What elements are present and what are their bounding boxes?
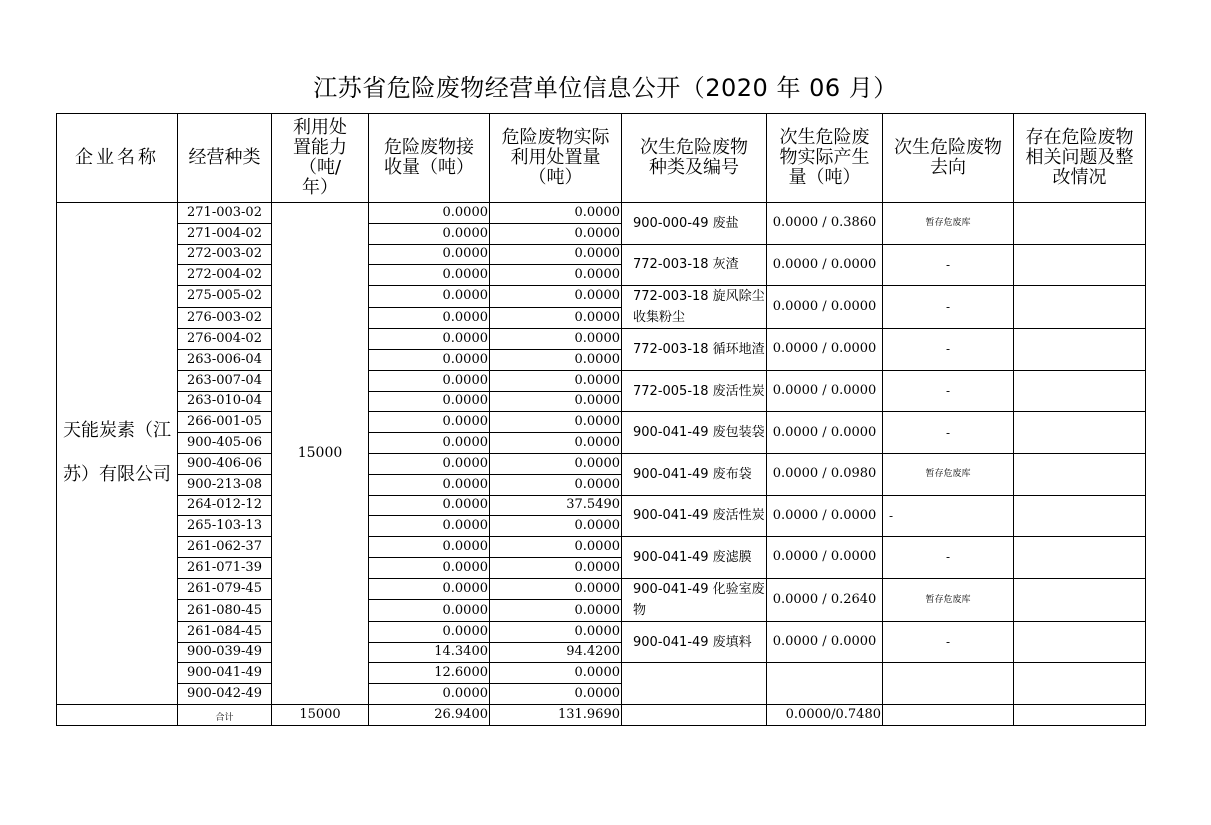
category-code: 265-103-13 bbox=[178, 516, 272, 537]
secondary-type: 900-041-49 废包装袋 bbox=[622, 412, 767, 454]
utilized-value: 0.0000 bbox=[490, 621, 622, 642]
issues-cell bbox=[1014, 412, 1146, 454]
header-secondary-type: 次生危险废物种类及编号 bbox=[622, 114, 767, 203]
secondary-type bbox=[622, 663, 767, 705]
received-value: 0.0000 bbox=[369, 474, 490, 495]
secondary-amount bbox=[767, 663, 883, 705]
utilized-value: 0.0000 bbox=[490, 600, 622, 622]
table-row bbox=[57, 370, 1146, 391]
total-secondary-amount: 0.0000/0.7480 bbox=[767, 704, 883, 725]
issues-cell bbox=[1014, 537, 1146, 579]
utilized-value: 0.0000 bbox=[490, 474, 622, 495]
secondary-amount: 0.0000 / 0.0000 bbox=[767, 244, 883, 286]
waste-info-table bbox=[56, 113, 1146, 726]
secondary-type: 772-003-18 循环地渣 bbox=[622, 329, 767, 371]
secondary-type: 900-041-49 废布袋 bbox=[622, 453, 767, 495]
secondary-amount: 0.0000 / 0.0000 bbox=[767, 495, 883, 537]
secondary-type: 900-041-49 废活性炭 bbox=[622, 495, 767, 537]
page-title: 江苏省危险废物经营单位信息公开（2020 年 06 月） bbox=[313, 74, 898, 102]
category-code: 900-213-08 bbox=[178, 474, 272, 495]
secondary-dest: - bbox=[883, 244, 1014, 286]
utilized-value: 94.4200 bbox=[490, 642, 622, 663]
issues-cell bbox=[1014, 578, 1146, 621]
utilized-value: 0.0000 bbox=[490, 537, 622, 558]
table-row bbox=[57, 495, 1146, 516]
header-category: 经营种类 bbox=[178, 114, 272, 203]
received-value: 0.0000 bbox=[369, 621, 490, 642]
issues-cell bbox=[1014, 203, 1146, 245]
table-row bbox=[57, 244, 1146, 265]
table-row bbox=[57, 663, 1146, 684]
category-code: 266-001-05 bbox=[178, 412, 272, 433]
category-code: 900-042-49 bbox=[178, 684, 272, 705]
total-secondary-type bbox=[622, 704, 767, 725]
total-label: 合计 bbox=[178, 704, 272, 725]
table-row bbox=[57, 453, 1146, 474]
table-row bbox=[57, 329, 1146, 350]
secondary-dest: 暂存危废库 bbox=[883, 578, 1014, 621]
secondary-type: 772-003-18 灰渣 bbox=[622, 244, 767, 286]
received-value: 0.0000 bbox=[369, 600, 490, 622]
category-code: 271-003-02 bbox=[178, 203, 272, 224]
received-value: 0.0000 bbox=[369, 453, 490, 474]
received-value: 0.0000 bbox=[369, 223, 490, 244]
table-row bbox=[57, 621, 1146, 642]
header-company: 企业名称 bbox=[57, 114, 178, 203]
secondary-type: 772-003-18 旋风除尘收集粉尘 bbox=[622, 286, 767, 329]
utilized-value: 0.0000 bbox=[490, 307, 622, 329]
category-code: 272-003-02 bbox=[178, 244, 272, 265]
issues-cell bbox=[1014, 370, 1146, 412]
received-value: 0.0000 bbox=[369, 516, 490, 537]
category-code: 272-004-02 bbox=[178, 265, 272, 286]
utilized-value: 0.0000 bbox=[490, 516, 622, 537]
company-name: 天能炭素（江苏）有限公司 bbox=[57, 203, 178, 705]
utilized-value: 37.5490 bbox=[490, 495, 622, 516]
capacity-value: 15000 bbox=[272, 203, 369, 705]
secondary-amount: 0.0000 / 0.3860 bbox=[767, 203, 883, 245]
received-value: 0.0000 bbox=[369, 203, 490, 224]
utilized-value: 0.0000 bbox=[490, 265, 622, 286]
secondary-amount: 0.0000 / 0.2640 bbox=[767, 578, 883, 621]
received-value: 0.0000 bbox=[369, 557, 490, 578]
total-utilized: 131.9690 bbox=[490, 704, 622, 725]
category-code: 263-007-04 bbox=[178, 370, 272, 391]
category-code: 263-006-04 bbox=[178, 349, 272, 370]
utilized-value: 0.0000 bbox=[490, 349, 622, 370]
utilized-value: 0.0000 bbox=[490, 203, 622, 224]
secondary-dest bbox=[883, 663, 1014, 705]
received-value: 0.0000 bbox=[369, 349, 490, 370]
secondary-dest: - bbox=[883, 621, 1014, 663]
secondary-type: 900-041-49 化验室废物 bbox=[622, 578, 767, 621]
received-value: 0.0000 bbox=[369, 495, 490, 516]
header-received: 危险废物接收量（吨） bbox=[369, 114, 490, 203]
received-value: 0.0000 bbox=[369, 307, 490, 329]
secondary-dest: - bbox=[883, 370, 1014, 412]
received-value: 0.0000 bbox=[369, 391, 490, 412]
issues-cell bbox=[1014, 286, 1146, 329]
issues-cell bbox=[1014, 495, 1146, 537]
table-row bbox=[57, 412, 1146, 433]
secondary-dest: - bbox=[883, 329, 1014, 371]
category-code: 275-005-02 bbox=[178, 286, 272, 308]
utilized-value: 0.0000 bbox=[490, 453, 622, 474]
secondary-amount: 0.0000 / 0.0980 bbox=[767, 453, 883, 495]
received-value: 0.0000 bbox=[369, 329, 490, 350]
secondary-amount: 0.0000 / 0.0000 bbox=[767, 537, 883, 579]
secondary-type: 900-041-49 废滤膜 bbox=[622, 537, 767, 579]
category-code: 900-041-49 bbox=[178, 663, 272, 684]
secondary-dest: 暂存危废库 bbox=[883, 203, 1014, 245]
utilized-value: 0.0000 bbox=[490, 412, 622, 433]
header-utilized: 危险废物实际利用处置量（吨） bbox=[490, 114, 622, 203]
category-code: 900-405-06 bbox=[178, 433, 272, 454]
received-value: 12.6000 bbox=[369, 663, 490, 684]
utilized-value: 0.0000 bbox=[490, 286, 622, 308]
category-code: 261-062-37 bbox=[178, 537, 272, 558]
issues-cell bbox=[1014, 621, 1146, 663]
utilized-value: 0.0000 bbox=[490, 329, 622, 350]
utilized-value: 0.0000 bbox=[490, 433, 622, 454]
utilized-value: 0.0000 bbox=[490, 663, 622, 684]
table-row bbox=[57, 203, 1146, 224]
received-value: 14.3400 bbox=[369, 642, 490, 663]
secondary-amount: 0.0000 / 0.0000 bbox=[767, 329, 883, 371]
secondary-dest: - bbox=[883, 495, 1014, 537]
header-secondary-dest: 次生危险废物去向 bbox=[883, 114, 1014, 203]
header-capacity: 利用处置能力（吨/年） bbox=[272, 114, 369, 203]
category-code: 261-080-45 bbox=[178, 600, 272, 622]
received-value: 0.0000 bbox=[369, 370, 490, 391]
issues-cell bbox=[1014, 453, 1146, 495]
secondary-type: 900-041-49 废填料 bbox=[622, 621, 767, 663]
issues-cell bbox=[1014, 329, 1146, 371]
issues-cell bbox=[1014, 663, 1146, 705]
category-code: 900-406-06 bbox=[178, 453, 272, 474]
total-secondary-dest bbox=[883, 704, 1014, 725]
utilized-value: 0.0000 bbox=[490, 578, 622, 600]
header-secondary-amount: 次生危险废物实际产生量（吨） bbox=[767, 114, 883, 203]
secondary-dest: - bbox=[883, 412, 1014, 454]
utilized-value: 0.0000 bbox=[490, 244, 622, 265]
total-row bbox=[57, 704, 1146, 725]
table-row bbox=[57, 537, 1146, 558]
secondary-dest: 暂存危废库 bbox=[883, 453, 1014, 495]
secondary-type: 772-005-18 废活性炭 bbox=[622, 370, 767, 412]
received-value: 0.0000 bbox=[369, 433, 490, 454]
secondary-amount: 0.0000 / 0.0000 bbox=[767, 286, 883, 329]
secondary-dest: - bbox=[883, 537, 1014, 579]
utilized-value: 0.0000 bbox=[490, 684, 622, 705]
received-value: 0.0000 bbox=[369, 286, 490, 308]
total-company-cell bbox=[57, 704, 178, 725]
utilized-value: 0.0000 bbox=[490, 223, 622, 244]
received-value: 0.0000 bbox=[369, 684, 490, 705]
secondary-amount: 0.0000 / 0.0000 bbox=[767, 412, 883, 454]
received-value: 0.0000 bbox=[369, 412, 490, 433]
utilized-value: 0.0000 bbox=[490, 391, 622, 412]
utilized-value: 0.0000 bbox=[490, 370, 622, 391]
category-code: 276-004-02 bbox=[178, 329, 272, 350]
total-issues bbox=[1014, 704, 1146, 725]
total-received: 26.9400 bbox=[369, 704, 490, 725]
received-value: 0.0000 bbox=[369, 244, 490, 265]
table-row bbox=[57, 286, 1146, 308]
category-code: 261-084-45 bbox=[178, 621, 272, 642]
received-value: 0.0000 bbox=[369, 265, 490, 286]
received-value: 0.0000 bbox=[369, 537, 490, 558]
category-code: 271-004-02 bbox=[178, 223, 272, 244]
header-row bbox=[57, 114, 1146, 203]
category-code: 261-071-39 bbox=[178, 557, 272, 578]
total-capacity: 15000 bbox=[272, 704, 369, 725]
secondary-type: 900-000-49 废盐 bbox=[622, 203, 767, 245]
category-code: 276-003-02 bbox=[178, 307, 272, 329]
category-code: 900-039-49 bbox=[178, 642, 272, 663]
category-code: 264-012-12 bbox=[178, 495, 272, 516]
received-value: 0.0000 bbox=[369, 578, 490, 600]
category-code: 263-010-04 bbox=[178, 391, 272, 412]
header-issues: 存在危险废物相关问题及整改情况 bbox=[1014, 114, 1146, 203]
issues-cell bbox=[1014, 244, 1146, 286]
secondary-dest: - bbox=[883, 286, 1014, 329]
category-code: 261-079-45 bbox=[178, 578, 272, 600]
secondary-amount: 0.0000 / 0.0000 bbox=[767, 621, 883, 663]
utilized-value: 0.0000 bbox=[490, 557, 622, 578]
table-row bbox=[57, 578, 1146, 600]
secondary-amount: 0.0000 / 0.0000 bbox=[767, 370, 883, 412]
